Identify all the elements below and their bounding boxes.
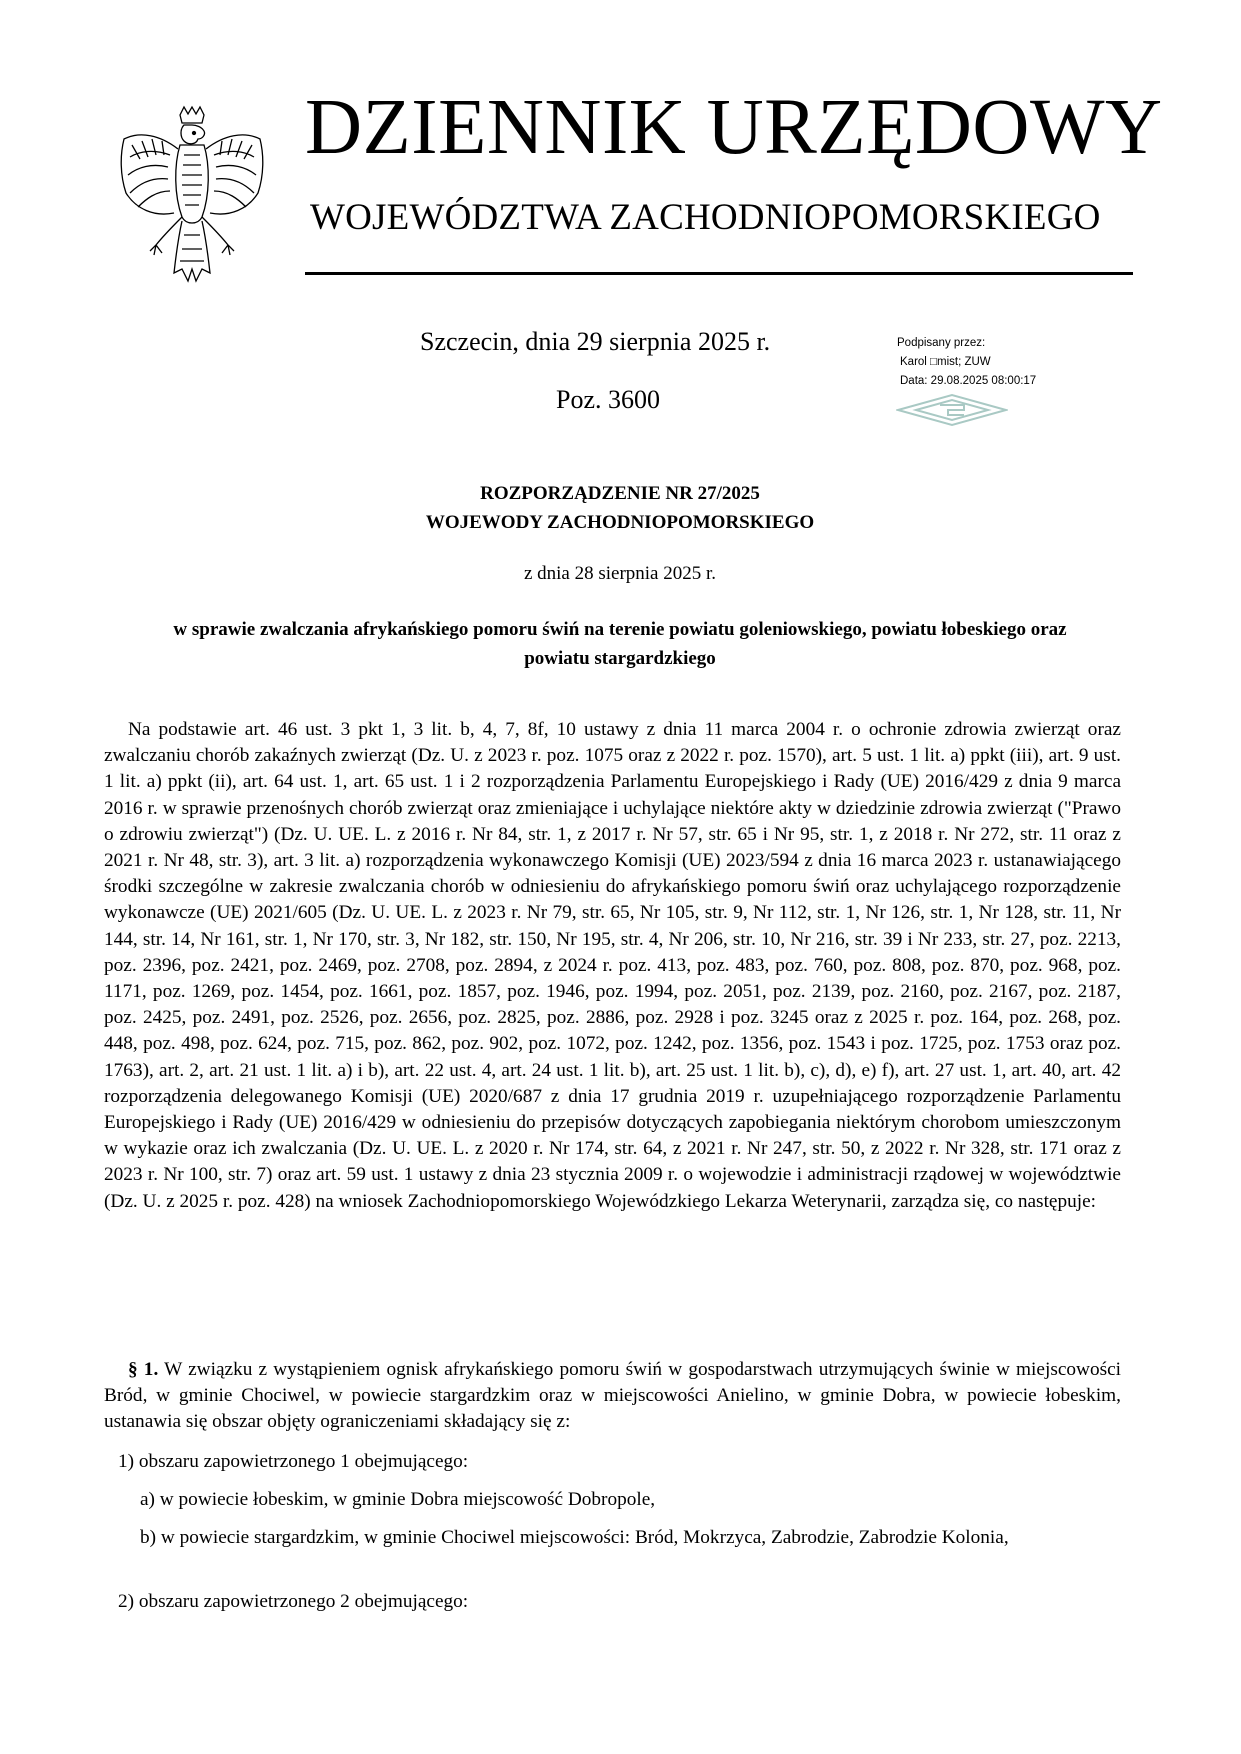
place-date: Szczecin, dnia 29 sierpnia 2025 r. <box>420 327 771 356</box>
regulation-title <box>150 479 1090 537</box>
position-number: Poz. 3600 <box>556 385 660 414</box>
signature-label: Podpisany przez: <box>897 337 986 349</box>
list-item-1: 1) obszaru zapowietrzonego 1 obejmującego: <box>118 1451 469 1472</box>
legal-basis-paragraph: Na podstawie art. 46 ust. 3 pkt 1, 3 lit. b, 4, 7, 8f, 10 ustawy z dnia 11 marca 2004 r. o ochronie zdrowia zwierząt oraz zwalczaniu chorób zakaźnych zwierząt (Dz. U. z 2023 r. poz. 1075 oraz z 2022 r. poz. 1570), art. 5 ust. 1 lit. a) ppkt (iii), art. 9 ust. 1 lit. a) ppkt (ii), art. 64 ust. 1, art. 65 ust. 1 i 2 rozporządzenia Parlamentu Europejskiego i Rady (UE) 2016/429 z dnia 9 marca 2016 r. w sprawie przenośnych chorób zwierząt oraz zmieniające i uchylające niektóre akty w dziedzinie zdrowia zwierząt ("Prawo o zdrowiu zwierząt") (Dz. U. UE. L. z 2016 r. Nr 84, str. 1, z 2017 r. Nr 57, str. 65 i Nr 95, str. 1, z 2018 r. Nr 272, str. 11 oraz z 2021 r. Nr 48, str. 3), art. 3 lit. a) rozporządzenia wykonawczego Komisji (UE) 2023/594 z dnia 16 marca 2023 r. ustanawiającego środki szczególne w zakresie zwalczania chorób w odniesieniu do afrykańskiego pomoru świń oraz uchylającego rozporządzenie wykonawcze (UE) 2021/605 (Dz. U. UE. L. z 2023 r. Nr 79, str. 65, Nr 105, str. 9, Nr 112, str. 1, Nr 126, str. 1, Nr 128, str. 11, Nr 144, str. 14, Nr 161, str. 1, Nr 170, str. 3, Nr 182, str. 150, Nr 195, str. 4, Nr 206, str. 10, Nr 216, str. 39 i Nr 233, str. 27, poz. 2213, poz. 2396, poz. 2421, poz. 2469, poz. 2708, poz. 2894, z 2024 r. poz. 413, poz. 483, poz. 760, poz. 808, poz. 870, poz. 968, poz. 1171, poz. 1269, poz. 1454, poz. 1661, poz. 1857, poz. 1946, poz. 1994, poz. 2051, poz. 2139, poz. 2160, poz. 2167, poz. 2187, poz. 2425, poz. 2491, poz. 2526, poz. 2656, poz. 2825, poz. 2886, poz. 2928 i poz. 3245 oraz z 2025 r. poz. 164, poz. 268, poz. 448, poz. 498, poz. 624, poz. 715, poz. 862, poz. 902, poz. 1072, poz. 1242, poz. 1356, poz. 1543 i poz. 1725, poz. 1753 oraz poz. 1763), art. 2, art. 21 ust. 1 lit. a) i b), art. 22 ust. 4, art. 24 ust. 1 lit. b), art. 25 ust. 1 lit. b), c), d), e) f), art. 27 ust. 1, art. 40, art. 42 rozporządzenia delegowanego Komisji (UE) 2020/687 z dnia 17 grudnia 2019 r. uzupełniającego rozporządzenie Parlamentu Europejskiego i Rady (UE) 2016/429 w odniesieniu do przepisów dotyczących zapobiegania niektórym chorobom umieszczonym w wykazie oraz ich zwalczania (Dz. U. UE. L. z 2020 r. Nr 174, str. 64, z 2021 r. Nr 247, str. 50, z 2022 r. Nr 328, str. 171 oraz z 2023 r. Nr 100, str. 7) oraz art. 59 ust. 1 ustawy z dnia 23 stycznia 2009 r. o wojewodzie i administracji rządowej w województwie (Dz. U. z 2025 r. poz. 428) na wniosek Zachodniopomorskiego Wojewódzkiego Lekarza Weterynarii, zarządza się, co następuje: <box>104 719 1121 1212</box>
digital-signature-block <box>897 334 1087 391</box>
regulation-title-line1: ROZPORZĄDZENIE NR 27/2025 <box>480 483 760 504</box>
section-1-paragraph <box>104 1357 1121 1436</box>
list-item-1b: b) w powiecie stargardzkim, w gminie Chociwel miejscowości: Bród, Mokrzyca, Zabrodzie, Zabrodzie Kolonia, <box>140 1527 1009 1548</box>
section-1-text: W związku z wystąpieniem ognisk afrykańskiego pomoru świń w gospodarstwach utrzymujących świnie w miejscowości Bród, w gminie Chociwel, w powiecie stargardzkim oraz w miejscowości Anielino, w gminie Dobra, w powiecie łobeskim, ustanawia się obszar objęty ograniczeniami składający się z: <box>104 1359 1122 1433</box>
white-eagle-emblem-icon <box>110 105 270 290</box>
journal-title: DZIENNIK URZĘDOWY <box>305 84 1163 171</box>
list-item-2: 2) obszaru zapowietrzonego 2 obejmującego: <box>118 1591 469 1612</box>
signature-date: Data: 29.08.2025 08:00:17 <box>900 375 1037 387</box>
regulation-date: z dnia 28 sierpnia 2025 r. <box>523 563 717 584</box>
signature-signer: Karol □mist; ZUW <box>900 356 991 368</box>
masthead-rule <box>305 272 1133 275</box>
section-1-label: § 1. <box>128 1359 159 1380</box>
signature-validation-icon <box>896 393 1008 427</box>
list-item-1a: a) w powiecie łobeskim, w gminie Dobra miejscowość Dobropole, <box>140 1489 656 1510</box>
regulation-title-line2: WOJEWODY ZACHODNIOPOMORSKIEGO <box>425 512 815 533</box>
regulation-subject: w sprawie zwalczania afrykańskiego pomoru świń na terenie powiatu goleniowskiego, powiatu łobeskiego oraz powiatu stargardzkiego <box>173 619 1067 669</box>
journal-subtitle: WOJEWÓDZTWA ZACHODNIOPOMORSKIEGO <box>310 197 1101 238</box>
